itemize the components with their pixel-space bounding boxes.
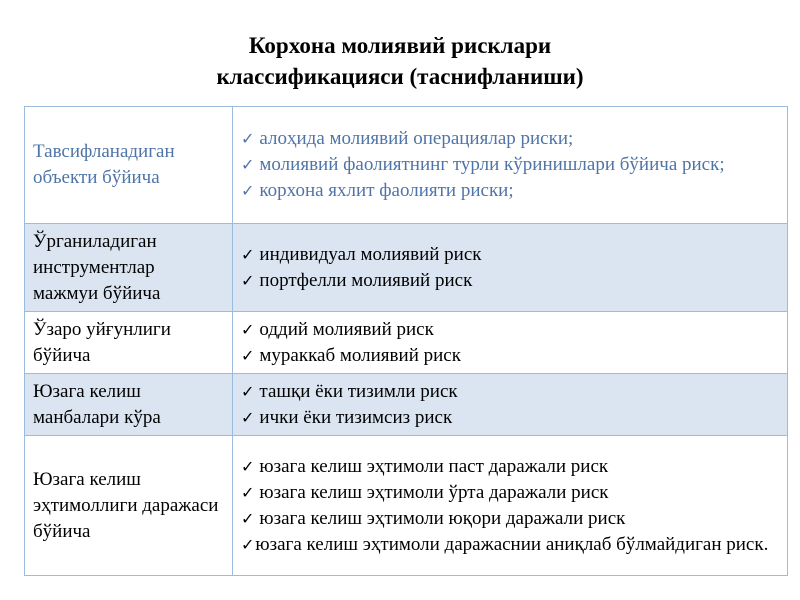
row-items (233, 436, 788, 576)
row-items (233, 374, 788, 436)
check-icon: ✓ (241, 155, 255, 174)
list-item-text: молиявий фаолиятнинг турли кўринишлари бўйича риск; (259, 154, 725, 175)
list-item (241, 317, 779, 343)
table-row (25, 436, 788, 576)
list-item-text: корхона яхлит фаолияти риски; (259, 180, 514, 201)
list-item (241, 379, 779, 405)
list-item-text: юзага келиш эҳтимоли ўрта даражали риск (259, 481, 609, 503)
check-icon: ✓ (241, 456, 255, 476)
list-item-text: юзага келиш эҳтимоли паст даражали риск (259, 455, 609, 477)
row-label: Тавсифланадиган объекти бўйича (25, 107, 233, 224)
list-item-text: портфелли молиявий риск (259, 269, 473, 291)
page-title (0, 30, 800, 92)
row-label: Ўзаро уйғунлиги бўйича (25, 312, 233, 374)
check-icon: ✓ (241, 319, 255, 339)
list-item-text: оддий молиявий риск (259, 318, 434, 340)
check-icon: ✓ (241, 482, 255, 502)
list-item-text: ички ёки тизимсиз риск (259, 406, 453, 428)
row-label: Ўрганиладиган инструментлар мажмуи бўйича (25, 224, 233, 312)
list-item (241, 242, 779, 268)
list-item (241, 152, 779, 178)
list-item (241, 343, 779, 369)
list-item (241, 454, 779, 480)
row-items (233, 312, 788, 374)
risk-classification-table (24, 106, 788, 576)
check-icon: ✓ (241, 244, 255, 264)
page-title-line-1: Корхона молиявий рисклари (248, 33, 552, 58)
check-icon: ✓ (241, 129, 255, 148)
check-icon: ✓ (241, 407, 255, 427)
list-item (241, 506, 779, 532)
list-item-text: алоҳида молиявий операциялар риски; (259, 128, 574, 149)
list-item (241, 126, 779, 152)
check-icon: ✓ (241, 181, 255, 200)
check-icon: ✓ (241, 270, 255, 290)
list-item-text: юзага келиш эҳтимоли юқори даражали риск (259, 507, 626, 529)
list-item (241, 268, 779, 294)
list-item-text: юзага келиш эҳтимоли даражаснии аниқлаб бўлмайдиган риск. (255, 533, 769, 555)
row-items (233, 107, 788, 224)
row-items (233, 224, 788, 312)
check-icon: ✓ (241, 381, 255, 401)
page-title-line-2: классификацияси (таснифланиши) (216, 64, 584, 89)
list-item (241, 178, 779, 204)
list-item-text: ташқи ёки тизимли риск (259, 380, 458, 402)
check-icon: ✓ (241, 508, 255, 528)
table-row (25, 374, 788, 436)
row-label: Юзага келиш манбалари кўра (25, 374, 233, 436)
list-item-text: индивидуал молиявий риск (259, 243, 482, 265)
table-row (25, 224, 788, 312)
list-item (241, 532, 779, 558)
list-item-text: мураккаб молиявий риск (259, 344, 461, 366)
list-item (241, 405, 779, 431)
list-item (241, 480, 779, 506)
table-row (25, 107, 788, 224)
row-label: Юзага келиш эҳтимоллиги даражаси бўйича (25, 436, 233, 576)
table-row (25, 312, 788, 374)
check-icon: ✓ (241, 534, 255, 554)
check-icon: ✓ (241, 345, 255, 365)
